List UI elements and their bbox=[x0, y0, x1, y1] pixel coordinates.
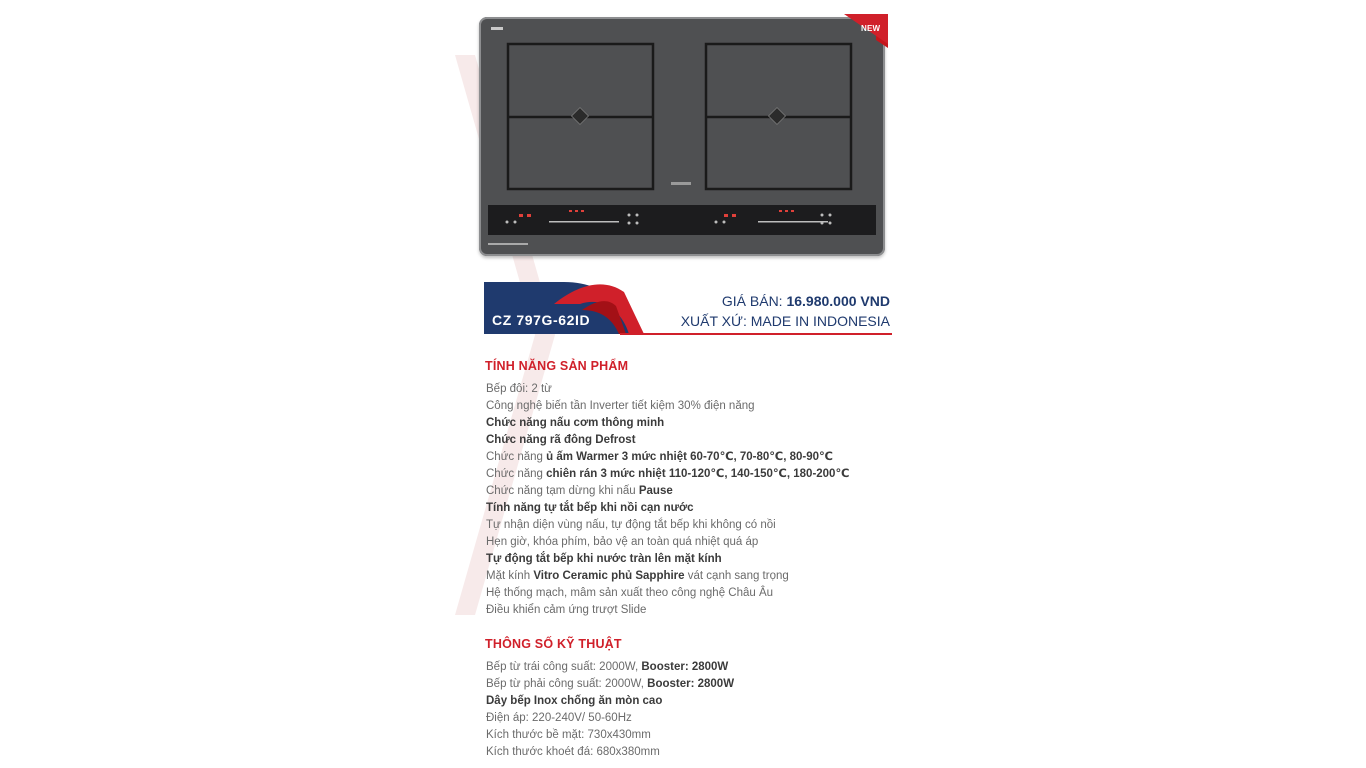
list-item-text: Hệ thống mạch, mâm sản xuất theo công nghệ Châu Âu bbox=[486, 587, 774, 599]
origin-label: XUẤT XỨ: bbox=[680, 313, 747, 329]
list-item bbox=[486, 483, 849, 500]
cooktop-drawing bbox=[479, 17, 885, 256]
list-item-text: Công nghệ biến tần Inverter tiết kiệm 30% điện năng bbox=[486, 400, 755, 412]
list-item-text: Mặt kính bbox=[486, 570, 534, 582]
list-item-bold-text: ủ ấm Warmer 3 mức nhiệt 60-70℃, 70-80℃, 80-90℃ bbox=[546, 451, 833, 463]
banner-underline bbox=[620, 333, 892, 335]
list-item bbox=[486, 534, 849, 551]
list-item bbox=[486, 466, 849, 483]
list-item bbox=[486, 744, 734, 761]
specs-title: THÔNG SỐ KỸ THUẬT bbox=[485, 637, 622, 651]
list-item bbox=[486, 693, 734, 710]
list-item bbox=[486, 381, 849, 398]
list-item bbox=[486, 449, 849, 466]
origin-value: MADE IN INDONESIA bbox=[750, 313, 890, 329]
list-item-bold-text: Tính năng tự tắt bếp khi nồi cạn nước bbox=[486, 502, 694, 514]
list-item-bold-text: Vitro Ceramic phủ Sapphire bbox=[533, 570, 685, 582]
list-item-bold-text: chiên rán 3 mức nhiệt 110-120℃, 140-150℃, 180-200℃ bbox=[546, 468, 850, 480]
model-number: CZ 797G-62ID bbox=[492, 312, 591, 328]
list-item bbox=[486, 432, 849, 449]
list-item-text: Bếp từ trái công suất: 2000W, bbox=[486, 661, 642, 673]
list-item-text: Điều khiển cảm ứng trượt Slide bbox=[486, 604, 647, 616]
list-item bbox=[486, 585, 849, 602]
list-item bbox=[486, 500, 849, 517]
list-item-bold-text: Chức năng nấu cơm thông minh bbox=[486, 417, 665, 429]
list-item-text: Chức năng bbox=[486, 451, 547, 463]
specs-list bbox=[486, 659, 734, 761]
list-item bbox=[486, 727, 734, 744]
list-item-bold-text: Booster: 2800W bbox=[641, 661, 729, 673]
list-item bbox=[486, 676, 734, 693]
list-item-text: Kích thước bề mặt: 730x430mm bbox=[486, 729, 651, 741]
list-item-bold-text: Pause bbox=[638, 485, 673, 497]
list-item-text: Bếp đôi: 2 từ bbox=[486, 383, 552, 395]
list-item-text: Kích thước khoét đá: 680x380mm bbox=[486, 746, 660, 758]
list-item-text: Tự nhận diện vùng nấu, tự động tắt bếp khi không có nồi bbox=[486, 519, 776, 531]
list-item-bold-text: Dây bếp Inox chống ăn mòn cao bbox=[486, 695, 663, 707]
list-item bbox=[486, 602, 849, 619]
list-item-text: vát cạnh sang trọng bbox=[684, 570, 789, 582]
list-item bbox=[486, 398, 849, 415]
list-item bbox=[486, 415, 849, 432]
list-item bbox=[486, 517, 849, 534]
price-value: 16.980.000 VND bbox=[786, 293, 890, 309]
list-item-text: Chức năng tạm dừng khi nấu bbox=[486, 485, 639, 497]
list-item-bold-text: Booster: 2800W bbox=[647, 678, 735, 690]
new-badge-label: NEW bbox=[861, 24, 881, 33]
cooktop-image bbox=[479, 17, 885, 256]
list-item bbox=[486, 551, 849, 568]
price-label: GIÁ BÁN: bbox=[721, 293, 783, 309]
origin-line bbox=[681, 313, 890, 329]
list-item-text: Bếp từ phải công suất: 2000W, bbox=[486, 678, 648, 690]
list-item-text: Hẹn giờ, khóa phím, bảo vệ an toàn quá nhiệt quá áp bbox=[486, 536, 759, 548]
list-item-text: Chức năng bbox=[486, 468, 547, 480]
price-line bbox=[722, 293, 890, 309]
list-item-bold-text: Chức năng rã đông Defrost bbox=[486, 434, 636, 446]
features-list bbox=[486, 381, 849, 619]
model-banner bbox=[484, 282, 894, 338]
list-item-text: Điện áp: 220-240V/ 50-60Hz bbox=[486, 712, 632, 724]
list-item bbox=[486, 568, 849, 585]
list-item-bold-text: Tự động tắt bếp khi nước tràn lên mặt kính bbox=[486, 553, 722, 565]
list-item bbox=[486, 659, 734, 676]
features-title: TÍNH NĂNG SẢN PHẨM bbox=[485, 359, 629, 373]
list-item bbox=[486, 710, 734, 727]
